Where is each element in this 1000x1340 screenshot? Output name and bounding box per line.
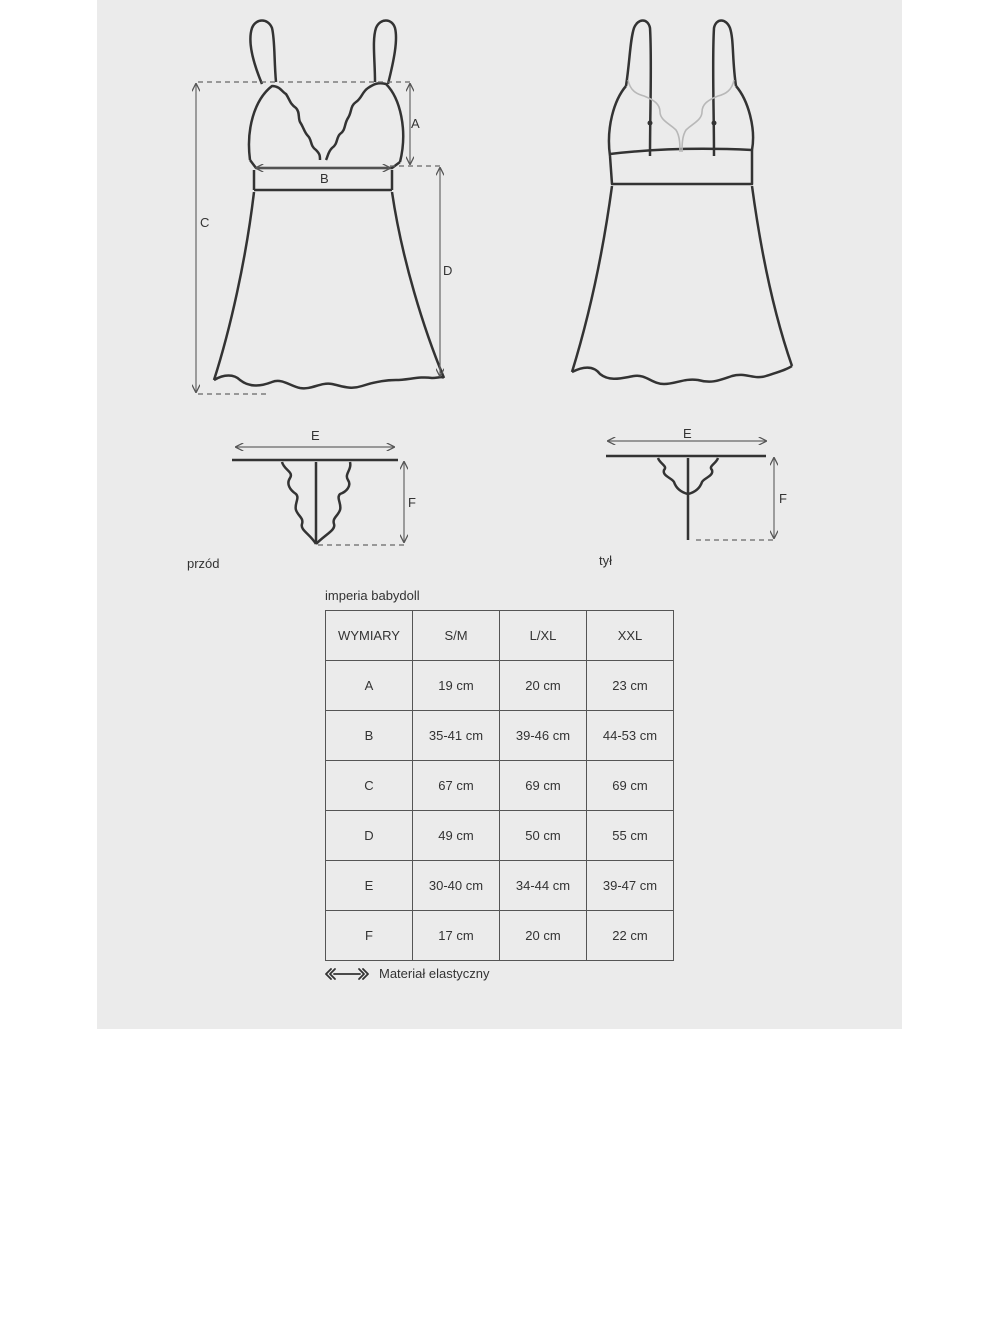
header-cell: WYMIARY: [326, 611, 413, 661]
table-title: imperia babydoll: [325, 588, 420, 603]
table-cell: C: [326, 761, 413, 811]
strap-clasp-right-icon: [712, 121, 717, 126]
legend-text: Materiał elastyczny: [379, 966, 490, 981]
table-cell: D: [326, 811, 413, 861]
back-caption: tył: [599, 553, 612, 568]
front-thong-outline: [232, 460, 398, 544]
back-babydoll-outline: [572, 21, 792, 385]
front-thong-dimensions: [236, 447, 404, 545]
table-cell: 23 cm: [587, 661, 674, 711]
front-caption: przód: [187, 556, 220, 571]
table-row: [326, 811, 674, 861]
table-cell: F: [326, 911, 413, 961]
front-thong-label-e: E: [311, 428, 320, 443]
table-cell: 44-53 cm: [587, 711, 674, 761]
table-cell: 20 cm: [500, 911, 587, 961]
header-cell: L/XL: [500, 611, 587, 661]
elastic-arrows-icon: [325, 967, 369, 981]
table-cell: B: [326, 711, 413, 761]
header-cell: XXL: [587, 611, 674, 661]
table-cell: 34-44 cm: [500, 861, 587, 911]
table-cell: 22 cm: [587, 911, 674, 961]
back-thong-outline: [606, 456, 766, 540]
table-cell: 30-40 cm: [413, 861, 500, 911]
table-header-row: [326, 611, 674, 661]
table-row: [326, 911, 674, 961]
table-row: [326, 761, 674, 811]
table-cell: 20 cm: [500, 661, 587, 711]
table-cell: 17 cm: [413, 911, 500, 961]
table-row: [326, 661, 674, 711]
table-cell: 69 cm: [587, 761, 674, 811]
table-cell: 19 cm: [413, 661, 500, 711]
size-table: [325, 610, 674, 961]
back-thong-label-f: F: [779, 491, 787, 506]
back-thong-label-e: E: [683, 426, 692, 441]
table-cell: E: [326, 861, 413, 911]
front-label-d: D: [443, 263, 453, 278]
table-cell: 55 cm: [587, 811, 674, 861]
table-cell: A: [326, 661, 413, 711]
front-label-c: C: [200, 215, 210, 230]
back-lace-outline: [628, 80, 734, 152]
table-cell: 67 cm: [413, 761, 500, 811]
header-cell: S/M: [413, 611, 500, 661]
garment-drawing: [0, 0, 1000, 600]
table-row: [326, 861, 674, 911]
table-cell: 39-46 cm: [500, 711, 587, 761]
table-cell: 69 cm: [500, 761, 587, 811]
legend: [325, 966, 490, 981]
front-babydoll-outline: [214, 21, 444, 389]
table-cell: 39-47 cm: [587, 861, 674, 911]
table-row: [326, 711, 674, 761]
table-cell: 50 cm: [500, 811, 587, 861]
strap-clasp-left-icon: [648, 121, 653, 126]
table-cell: 35-41 cm: [413, 711, 500, 761]
front-label-b: B: [320, 171, 329, 186]
front-thong-label-f: F: [408, 495, 416, 510]
table-cell: 49 cm: [413, 811, 500, 861]
front-label-a: A: [411, 116, 420, 131]
